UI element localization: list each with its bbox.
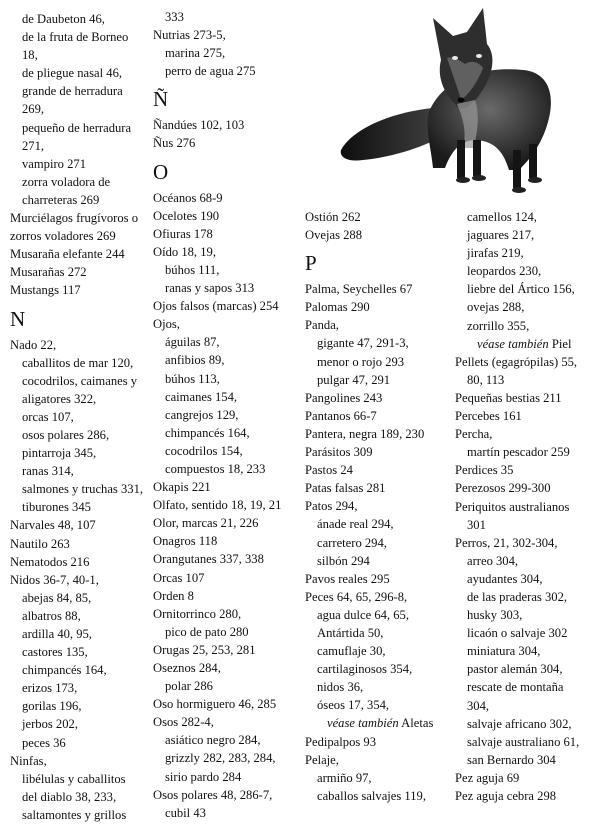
index-entry: Palma, Seychelles 67 [305, 282, 413, 297]
section-letter-p: P [305, 251, 317, 276]
index-entry: Orcas 107 [153, 570, 205, 585]
index-entry: pintarroja 345, [22, 446, 97, 461]
index-entry: chimpancés 164, [22, 663, 107, 678]
index-entry: Pedipalpos 93 [305, 734, 377, 749]
index-entry: cubil 43 [165, 805, 206, 820]
index-entry: Ornitorrinco 280, [153, 606, 242, 621]
see-also-target: Piel [551, 336, 572, 351]
fox-illustration-icon [333, 0, 595, 196]
index-entry: libélulas y caballitos [22, 771, 126, 786]
index-entry: búhos 113, [165, 371, 220, 386]
see-also-label: véase también [477, 336, 549, 351]
index-entry: 333 [165, 10, 184, 24]
index-entry: gigante 47, 291-3, [317, 336, 409, 351]
index-entry: caballitos de mar 120, [22, 355, 134, 370]
index-entry: Pellets (egagrópilas) 55, [455, 354, 578, 369]
index-entry: Osos 282-4, [153, 715, 214, 730]
index-entry: Mustangs 117 [10, 283, 81, 298]
index-column-3 [305, 208, 433, 805]
index-entry: agua dulce 64, 65, [317, 607, 409, 622]
index-entry: zorros voladores 269 [10, 229, 116, 244]
index-entry: silbón 294 [317, 553, 370, 568]
index-entry: águilas 87, [165, 335, 220, 350]
index-column-1 [10, 10, 143, 824]
index-entry: pulgar 47, 291 [317, 372, 391, 387]
index-entry: jirafas 219, [467, 246, 524, 261]
index-entry: husky 303, [467, 608, 523, 623]
index-entry: Ojos falsos (marcas) 254 [153, 299, 279, 314]
index-entry: 271, [22, 138, 45, 153]
index-entry: polar 286 [165, 679, 213, 694]
index-entry: Periquitos australianos [455, 499, 570, 514]
index-entry: Olfato, sentido 18, 19, 21 [153, 498, 282, 513]
index-entry: grande de herradura [22, 84, 123, 99]
index-entry: rescate de montaña [467, 680, 564, 695]
index-entry: saltamontes y grillos [22, 807, 127, 822]
index-entry: Antártida 50, [317, 625, 384, 640]
index-entry: Ñus 276 [153, 136, 196, 151]
index-entry: camuflaje 30, [317, 644, 386, 659]
index-entry: marina 275, [165, 46, 226, 61]
index-entry: ranas y sapos 313 [165, 281, 255, 296]
index-entry: abejas 84, 85, [22, 590, 92, 605]
index-entry: ánade real 294, [317, 517, 394, 532]
index-entry: aligatores 322, [22, 391, 97, 406]
index-column-2 [153, 8, 281, 822]
index-entry: Oído 18, 19, [153, 244, 216, 259]
section-letter-o: O [153, 159, 169, 184]
index-entry: salvaje africano 302, [467, 716, 572, 731]
index-entry: albatros 88, [22, 608, 81, 623]
index-entry: Orugas 25, 253, 281 [153, 642, 256, 657]
index-entry: Parásitos 309 [305, 445, 373, 460]
index-entry: salmones y truchas 331, [22, 482, 144, 497]
index-entry: Nidos 36-7, 40-1, [10, 572, 99, 587]
index-entry: carretero 294, [317, 535, 387, 550]
index-entry: Oseznos 284, [153, 661, 221, 675]
index-entry: Panda, [305, 318, 339, 333]
index-entry: caballos salvajes 119, [317, 788, 426, 803]
index-entry: vampiro 271 [22, 156, 87, 171]
index-entry: Ostión 262 [305, 210, 361, 224]
index-entry: Osos polares 48, 286-7, [153, 787, 273, 802]
index-entry: caimanes 154, [165, 389, 238, 404]
see-also-entry [455, 335, 579, 353]
index-entry: Patas falsas 281 [305, 481, 386, 496]
index-entry: camellos 124, [467, 210, 537, 224]
index-entry: cartilaginosos 354, [317, 662, 413, 677]
index-entry: pequeño de herradura [22, 120, 132, 135]
index-entry: Palomas 290 [305, 300, 370, 315]
index-entry: Perdices 35 [455, 463, 514, 478]
index-entry: Pantanos 66-7 [305, 408, 377, 423]
see-also-label: véase también [327, 716, 399, 731]
index-entry: Peces 64, 65, 296-8, [305, 589, 408, 604]
index-entry: Pez aguja cebra 298 [455, 789, 557, 803]
index-entry: chimpancés 164, [165, 425, 250, 440]
index-entry: Pantera, negra 189, 230 [305, 426, 425, 441]
index-entry: Ofiuras 178 [153, 226, 213, 241]
index-entry: anfibios 89, [165, 353, 225, 368]
index-entry: 18, [22, 48, 38, 63]
index-entry: liebre del Ártico 156, [467, 282, 575, 297]
section-letter-ene: Ñ [153, 87, 169, 112]
index-entry: Océanos 68-9 [153, 190, 223, 205]
index-entry: del diablo 38, 233, [22, 789, 117, 804]
index-entry: martín pescador 259 [467, 445, 570, 460]
index-entry: Pelaje, [305, 752, 339, 767]
index-entry: salvaje australiano 61, [467, 734, 580, 749]
index-entry: miniatura 304, [467, 644, 541, 659]
index-entry: asiático negro 284, [165, 733, 261, 748]
index-entry: ardilla 40, 95, [22, 627, 92, 641]
index-entry: cocodrilos, caimanes y [22, 373, 138, 388]
index-entry: Nutrias 273-5, [153, 28, 226, 43]
index-entry: san Bernardo 304 [467, 752, 556, 767]
index-entry: compuestos 18, 233 [165, 461, 266, 476]
index-entry: Olor, marcas 21, 226 [153, 516, 259, 531]
index-entry: armiño 97, [317, 770, 372, 785]
index-entry: óseos 17, 354, [317, 698, 390, 713]
index-entry: Ojos, [153, 317, 180, 332]
index-entry: Ñandúes 102, 103 [153, 118, 245, 133]
index-entry: zorrillo 355, [467, 318, 530, 333]
index-entry: búhos 111, [165, 262, 220, 277]
index-entry: Nematodos 216 [10, 554, 90, 569]
index-entry: Musarañas 272 [10, 265, 87, 280]
index-entry: ayudantes 304, [467, 571, 543, 586]
index-entry: zorra voladora de [22, 174, 111, 189]
index-entry: pico de pato 280 [165, 624, 249, 639]
index-entry: Pez aguja 69 [455, 770, 520, 785]
index-column-4 [455, 208, 579, 805]
index-entry: Orangutanes 337, 338 [153, 552, 264, 567]
index-entry: Perezosos 299-300 [455, 481, 551, 496]
index-entry: Patos 294, [305, 499, 358, 514]
index-entry: Okapis 221 [153, 480, 211, 495]
index-entry: erizos 173, [22, 681, 78, 696]
index-entry: de las praderas 302, [467, 589, 568, 604]
index-entry: jaguares 217, [467, 228, 535, 243]
index-entry: Nautilo 263 [10, 536, 70, 551]
index-entry: charreteras 269 [22, 192, 100, 207]
index-entry: sirio pardo 284 [165, 769, 242, 784]
index-entry: Pangolines 243 [305, 390, 383, 405]
index-entry: osos polares 286, [22, 427, 110, 442]
index-entry: Orden 8 [153, 588, 194, 603]
index-entry: Oso hormiguero 46, 285 [153, 697, 277, 712]
index-entry: Pequeñas bestias 211 [455, 390, 562, 405]
index-entry: Pavos reales 295 [305, 571, 390, 586]
index-entry: Percebes 161 [455, 409, 522, 424]
index-entry: gorilas 196, [22, 699, 82, 714]
index-entry: Percha, [455, 427, 493, 442]
index-entry: ovejas 288, [467, 300, 525, 315]
index-entry: Ovejas 288 [305, 228, 363, 243]
index-entry: Ninfas, [10, 753, 47, 768]
index-entry: nidos 36, [317, 680, 364, 695]
index-entry: cocodrilos 154, [165, 443, 243, 458]
index-entry: de la fruta de Borneo [22, 30, 129, 45]
index-entry: de Daubeton 46, [22, 12, 105, 26]
index-entry: castores 135, [22, 645, 88, 660]
index-entry: perro de agua 275 [165, 64, 256, 79]
index-entry: Onagros 118 [153, 534, 218, 549]
index-entry: tiburones 345 [22, 500, 91, 515]
index-entry: Murciélagos frugívoros o [10, 211, 139, 226]
index-entry: de pliegue nasal 46, [22, 66, 123, 81]
index-entry: 304, [467, 698, 490, 713]
index-entry: Nado 22, [10, 337, 57, 352]
see-also-target: Aletas [401, 716, 434, 731]
index-entry: Perros, 21, 302-304, [455, 535, 558, 550]
index-entry: Narvales 48, 107 [10, 518, 96, 533]
index-entry: jerbos 202, [22, 717, 78, 732]
index-entry: leopardos 230, [467, 264, 542, 279]
index-entry: Musaraña elefante 244 [10, 247, 125, 262]
index-entry: pastor alemán 304, [467, 662, 563, 677]
index-entry: menor o rojo 293 [317, 354, 405, 369]
index-entry: licaón o salvaje 302 [467, 626, 568, 641]
index-entry: peces 36 [22, 735, 66, 750]
see-also-entry [305, 714, 433, 732]
index-entry: cangrejos 129, [165, 407, 239, 422]
index-entry: Ocelotes 190 [153, 208, 220, 223]
index-entry: Pastos 24 [305, 463, 353, 478]
section-letter-n: N [10, 306, 26, 331]
index-entry: orcas 107, [22, 409, 74, 424]
index-entry: 80, 113 [467, 372, 505, 387]
index-entry: ranas 314, [22, 464, 74, 479]
index-entry: arreo 304, [467, 553, 519, 568]
index-entry: 269, [22, 102, 45, 117]
index-entry: grizzly 282, 283, 284, [165, 751, 276, 766]
index-entry: 301 [467, 517, 486, 532]
